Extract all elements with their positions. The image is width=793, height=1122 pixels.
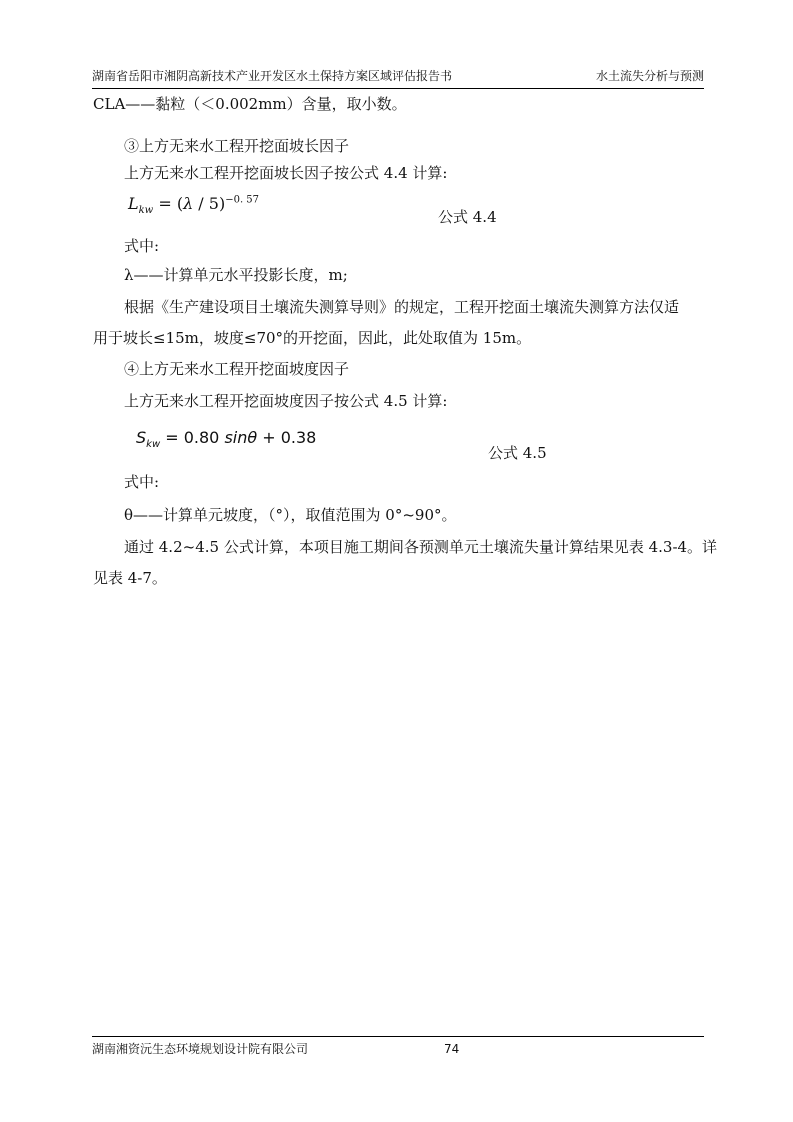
- formula-l-subscript: kw: [138, 205, 154, 217]
- heading-slope-length-factor: ③上方无来水工程开挖面坡长因子: [124, 137, 350, 155]
- formula-constant: + 0.38: [257, 428, 317, 447]
- formula-exponent: −0. 57: [225, 194, 260, 206]
- cla-definition: CLA——黏粒（＜0.002mm）含量，取小数。: [93, 95, 407, 113]
- formula-4-5-label: 公式 4.5: [488, 444, 547, 462]
- page-footer: [92, 1036, 704, 1056]
- formula-divide: / 5): [193, 194, 226, 213]
- lambda-definition: λ——计算单元水平投影长度，m;: [124, 266, 348, 284]
- rule-paragraph-line-2: 用于坡长≤15m，坡度≤70°的开挖面，因此，此处取值为 15m。: [93, 329, 532, 347]
- conclusion-line-2: 见表 4-7。: [93, 569, 167, 587]
- formula-4-4-label: 公式 4.4: [438, 208, 497, 226]
- formula-l-symbol: L: [128, 194, 139, 213]
- footer-company: 湖南湘资沅生态环境规划设计院有限公司: [92, 1042, 309, 1056]
- conclusion-line-1: 通过 4.2~4.5 公式计算，本项目施工期间各预测单元土壤流失量计算结果见表 4.3-4。详: [124, 538, 718, 556]
- rule-paragraph-line-1: 根据《生产建设项目土壤流失测算导则》的规定，工程开挖面土壤流失测算方法仅适: [124, 298, 680, 316]
- header-section-title: 水土流失分析与预测: [595, 69, 704, 83]
- formula-4-5: [136, 428, 316, 450]
- formula-sin-theta: sinθ: [224, 428, 258, 447]
- formula-lambda: λ: [183, 194, 194, 213]
- where-label-1: 式中:: [124, 237, 160, 255]
- page-number: 74: [444, 1042, 460, 1056]
- where-label-2: 式中:: [124, 473, 160, 491]
- formula-s-symbol: S: [136, 428, 147, 447]
- formula-coefficient: = 0.80: [160, 428, 225, 447]
- heading-slope-factor: ④上方无来水工程开挖面坡度因子: [124, 360, 350, 378]
- slope-factor-intro: 上方无来水工程开挖面坡度因子按公式 4.5 计算:: [124, 392, 448, 410]
- slope-length-intro: 上方无来水工程开挖面坡长因子按公式 4.4 计算:: [124, 164, 448, 182]
- theta-definition: θ——计算单元坡度，（°），取值范围为 0°~90°。: [124, 506, 457, 524]
- formula-equals: = (: [158, 194, 184, 213]
- formula-4-4: [128, 194, 259, 216]
- formula-s-subscript: kw: [146, 439, 161, 451]
- page-header: [92, 66, 704, 89]
- header-report-title: 湖南省岳阳市湘阴高新技术产业开发区水土保持方案区域评估报告书: [92, 69, 453, 83]
